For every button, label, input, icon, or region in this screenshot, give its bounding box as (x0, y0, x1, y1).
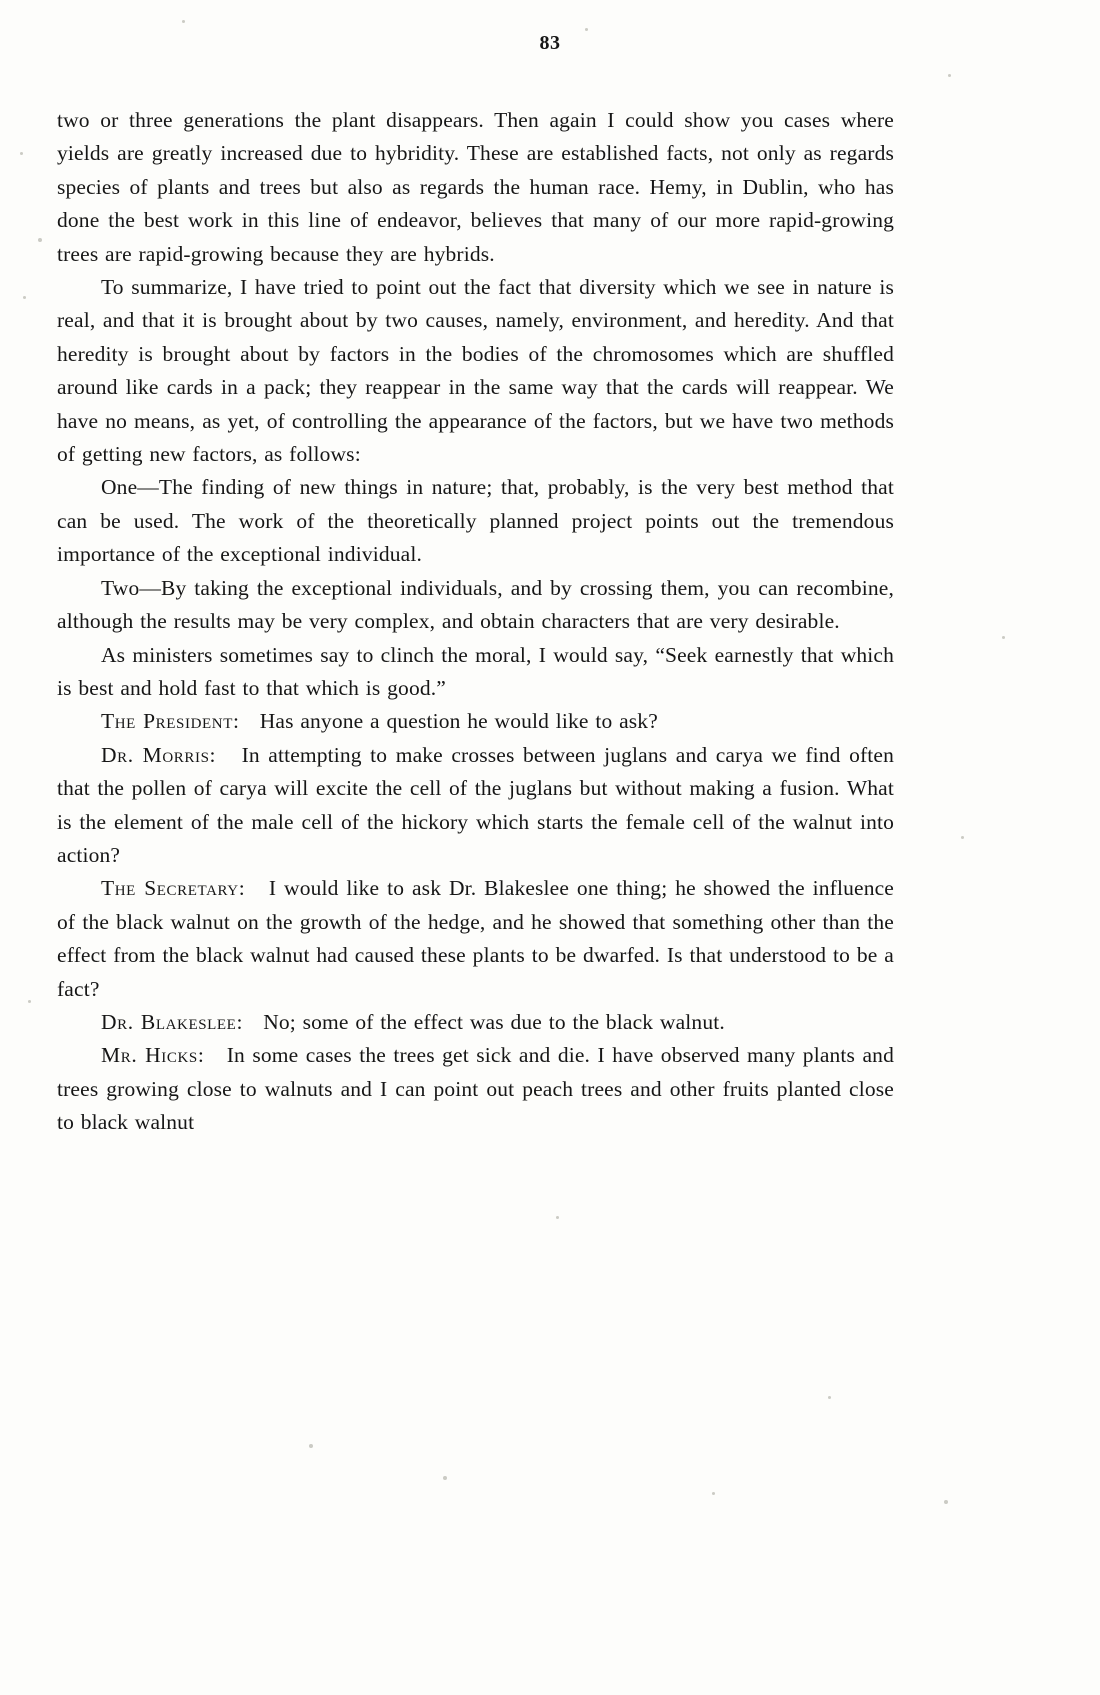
dialogue-entry (57, 872, 894, 1006)
scan-speck (309, 1444, 313, 1448)
scan-speck (1002, 636, 1005, 639)
paragraph: As ministers sometimes say to clinch the moral, I would say, “Seek earnestly that which is best and hold fast to that which is good.” (57, 642, 894, 700)
paragraph: Two—By taking the exceptional individuals, and by crossing them, you can recombine, although the results may be very complex, and obtain characters that are very desirable. (57, 575, 894, 634)
page-number: 83 (539, 32, 561, 54)
scan-speck (712, 1492, 715, 1495)
scan-speck (556, 1216, 559, 1219)
paragraph: two or three generations the plant disappears. Then again I could show you cases where yields are greatly increased due to hybridity. These are established facts, not only as regards species of plants and trees but also as regards the human race. Hemy, in Dublin, who has done the best work in this line of endeavor, believes that many of our more rapid-growing trees are rapid-growing because they are hybrids. (57, 108, 894, 266)
scan-speck (828, 1396, 831, 1399)
scan-speck (585, 28, 588, 31)
dialogue-entry (57, 1039, 894, 1139)
scan-speck (443, 1476, 447, 1480)
speech-text: No; some of the effect was due to the black walnut. (263, 1009, 725, 1034)
scan-speck (944, 1500, 948, 1504)
dialogue-entry (57, 739, 894, 873)
scan-speck (23, 296, 26, 299)
speech-text: Has anyone a question he would like to ask? (259, 709, 658, 734)
paragraph: One—The finding of new things in nature; that, probably, is the very best method that can be used. The work of the theoretically planned project points out the tremendous importance of the exceptional individual. (57, 475, 894, 567)
speaker-name: The Secretary: (101, 876, 246, 901)
speaker-name: Dr. Blakeslee: (101, 1009, 244, 1034)
scan-speck (961, 836, 964, 839)
speech-text: I would like to ask Dr. Blakeslee one thing; he showed the influence of the black walnut on the growth of the hedge, and he showed that something other than the effect from the black walnut had caused these plants to be dwarfed. Is that understood to be a fact? (57, 876, 894, 1001)
scan-speck (38, 238, 42, 242)
speaker-name: The President: (101, 709, 240, 734)
scan-speck (20, 152, 23, 155)
scan-speck (182, 20, 185, 23)
paragraph: To summarize, I have tried to point out the fact that diversity which we see in nature is real, and that it is brought about by two causes, namely, environment, and heredity. And that heredity is brought about by factors in the bodies of the chromosomes which are shuffled around like cards in a pack; they reappear in the same way that the cards will reappear. We have no means, as yet, of controlling the appearance of the factors, but we have two methods of getting new factors, as follows: (57, 275, 894, 467)
dialogue-entry (57, 1006, 894, 1039)
speaker-name: Dr. Morris: (101, 742, 217, 767)
dialogue-entry (57, 705, 894, 738)
body-text-column (57, 104, 894, 1140)
speech-text: In attempting to make crosses between juglans and carya we find often that the pollen of carya will excite the cell of the juglans but without making a fusion. What is the element of the male cell of the hickory which starts the female cell of the walnut into action? (57, 742, 894, 867)
speech-text: In some cases the trees get sick and die. I have observed many plants and trees growing close to walnuts and I can point out peach trees and other fruits planted close to black walnut (57, 1043, 894, 1135)
speaker-name: Mr. Hicks: (101, 1043, 205, 1068)
scan-speck (28, 1000, 31, 1003)
scan-speck (948, 74, 951, 77)
